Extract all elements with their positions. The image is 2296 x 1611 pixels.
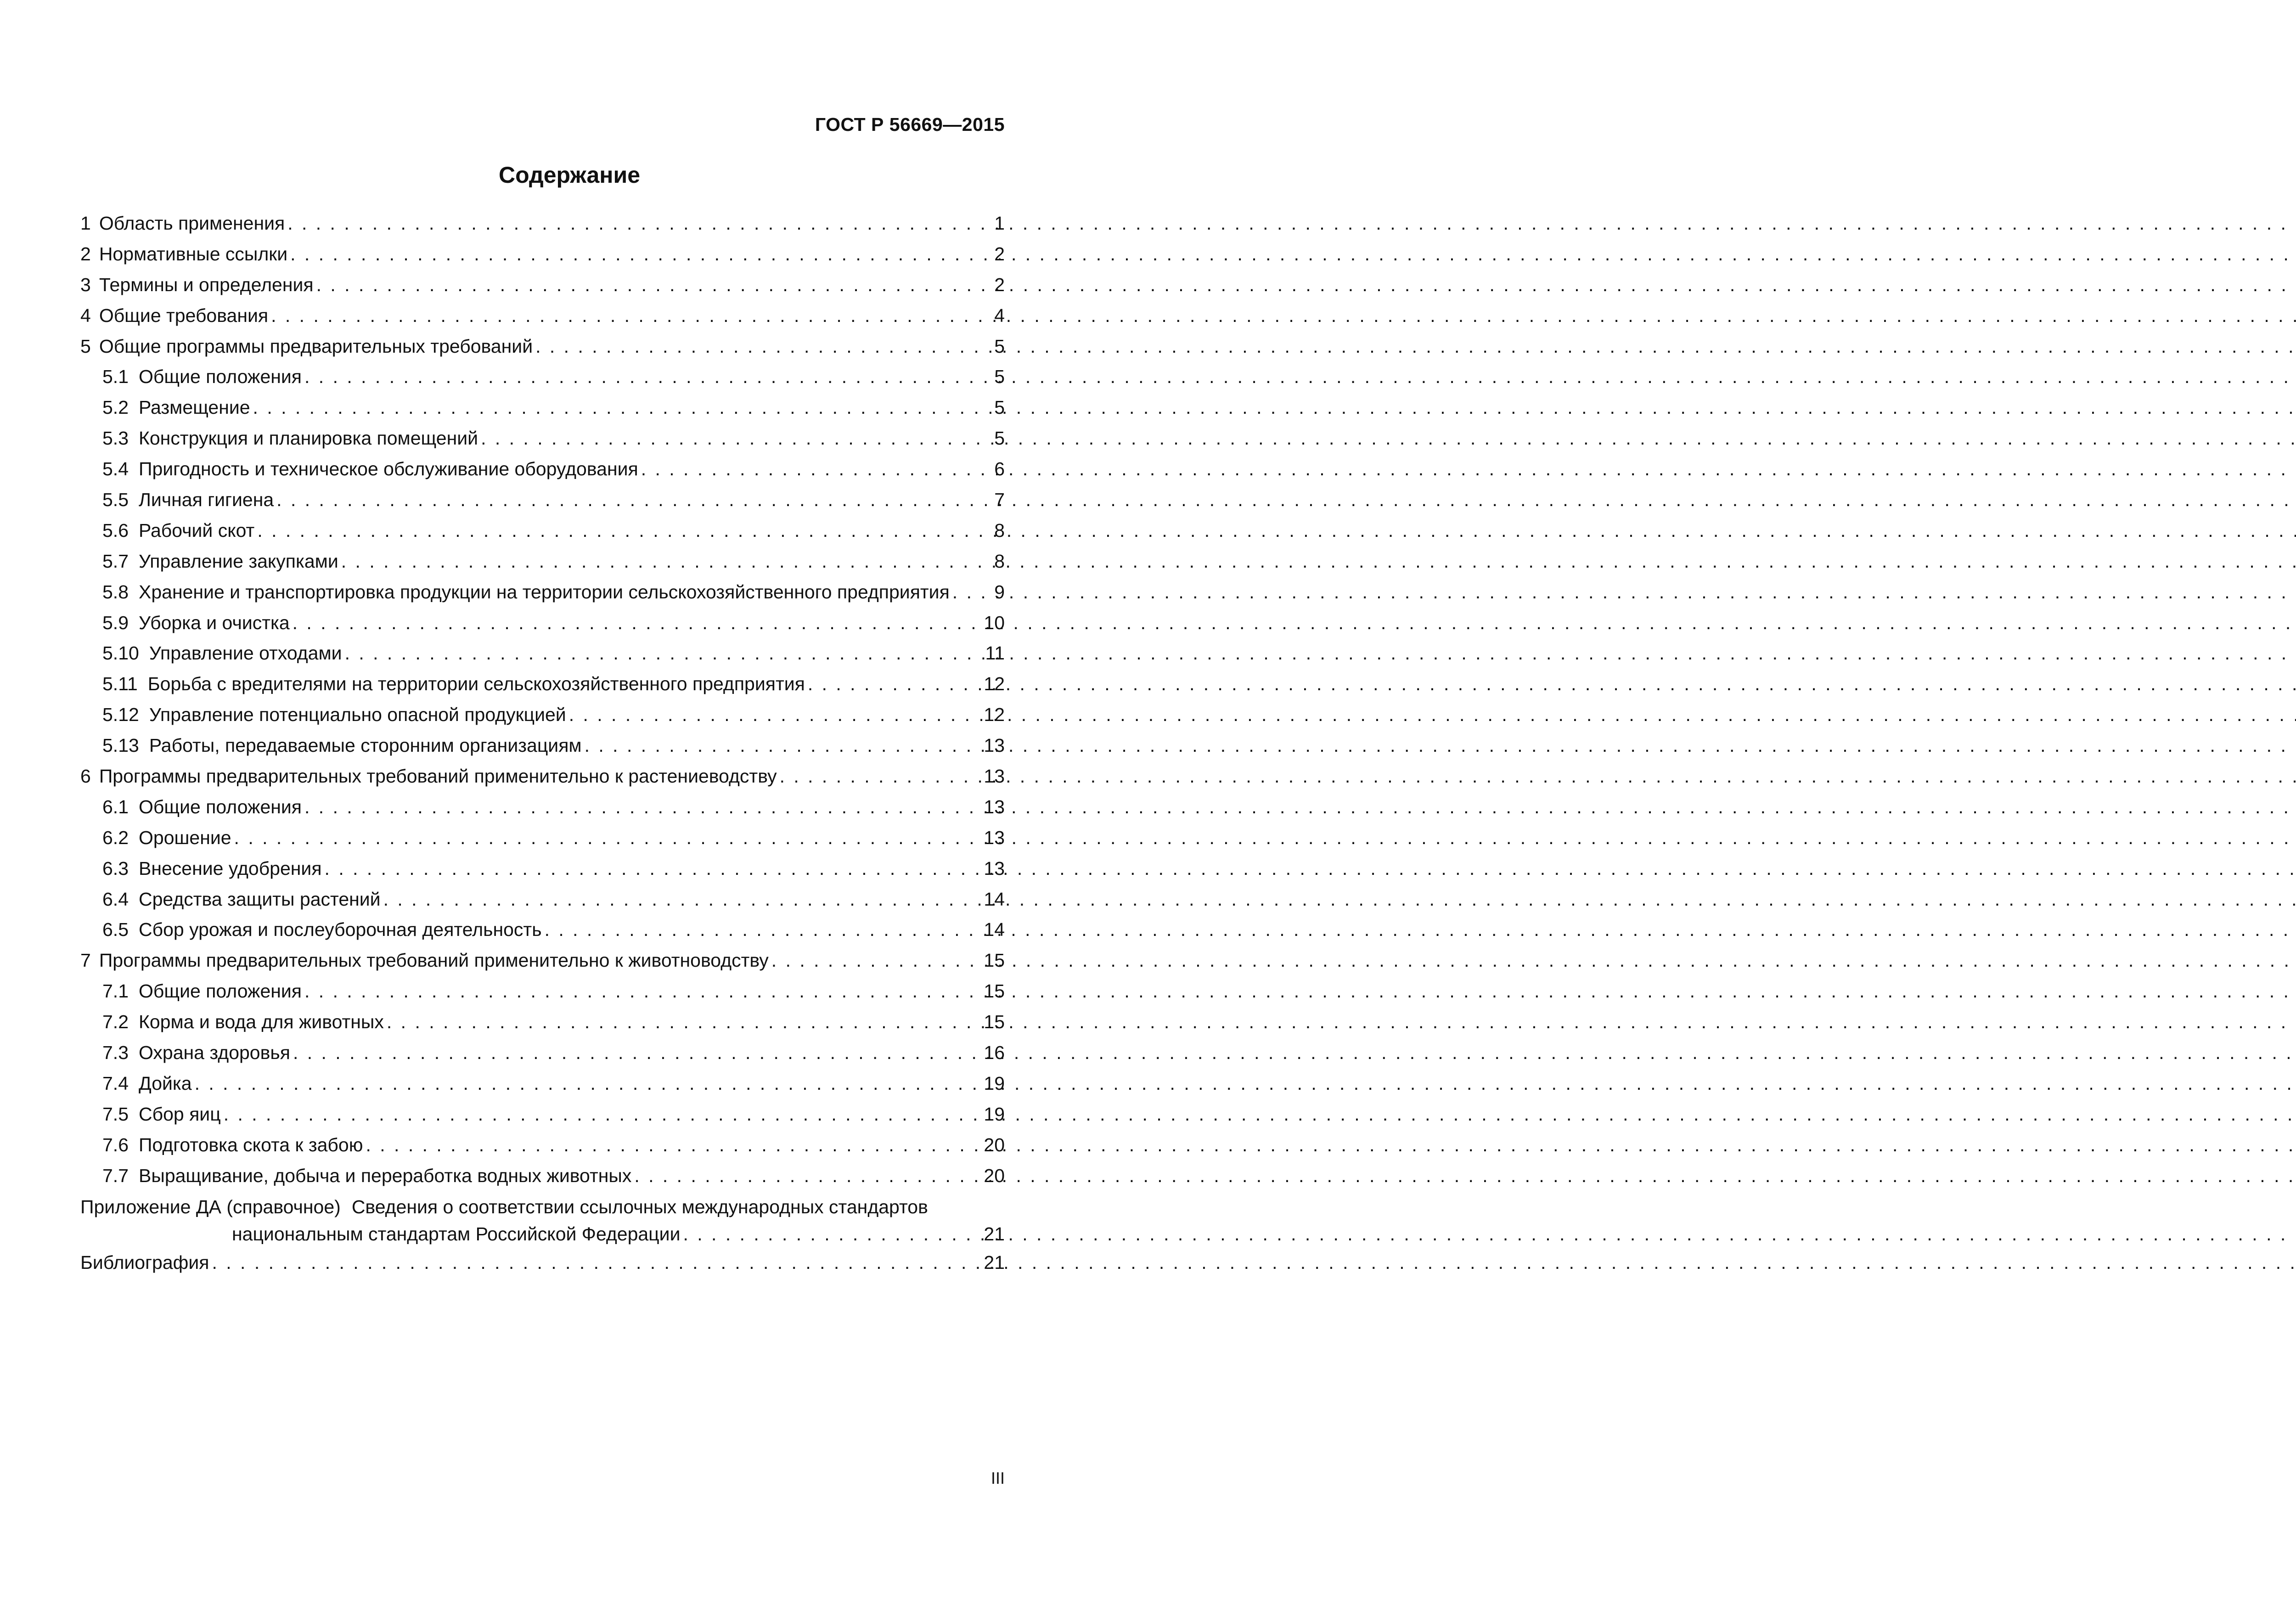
toc-entry-label: Борьба с вредителями на территории сельскохозяйственного предприятия [147, 673, 805, 695]
toc-entry-label: Сбор яиц [139, 1103, 221, 1125]
toc-subsection-entry[interactable] [80, 361, 1005, 392]
toc-section-entry[interactable] [80, 300, 1005, 331]
toc-entry-label: Охрана здоровья [139, 1042, 290, 1064]
toc-entry-label: Работы, передаваемые сторонним организациям [149, 735, 582, 756]
toc-subsection-entry[interactable] [80, 1068, 1005, 1099]
toc-entry-number: 6.2 [102, 827, 129, 848]
toc-annex-entry[interactable] [80, 1193, 1005, 1247]
toc-entry-number: 5.3 [102, 428, 129, 449]
toc-entry-number: 7.5 [102, 1103, 129, 1125]
toc-subsection-entry[interactable] [80, 976, 1005, 1007]
toc-entry-page: 13 [984, 827, 1005, 848]
toc-entry-page: 8 [994, 550, 1005, 572]
leader-dots [535, 331, 988, 362]
toc-entry-number: 5.12 [102, 704, 139, 726]
toc-entry-label: Общие требования [99, 304, 269, 326]
toc-entry-label: Средства защиты растений [139, 888, 381, 910]
leader-dots [304, 976, 981, 1007]
toc-entry-page: 14 [984, 888, 1005, 910]
toc-entry-number: 6.1 [102, 796, 129, 817]
toc-entry-page: 5 [994, 335, 1005, 357]
toc-entry-number: 5.11 [102, 673, 138, 695]
toc-entry-label: Управление отходами [149, 642, 342, 664]
toc-entry-page: 7 [994, 489, 1005, 511]
toc-subsection-entry[interactable] [80, 392, 1005, 423]
toc-entry-number: 7.4 [102, 1072, 129, 1094]
toc-entry-page: 13 [984, 735, 1005, 756]
leader-dots [325, 853, 981, 884]
toc-entry-page: 13 [984, 796, 1005, 817]
toc-entry-label: Конструкция и планировка помещений [139, 428, 478, 449]
toc-subsection-entry[interactable] [80, 546, 1005, 577]
toc-subsection-entry[interactable] [80, 1099, 1005, 1130]
toc-subsection-entry[interactable] [80, 423, 1005, 454]
table-of-contents [80, 208, 1005, 1278]
leader-dots [545, 914, 981, 945]
toc-entry-number: 5.6 [102, 519, 129, 541]
toc-subsection-entry[interactable] [80, 1007, 1005, 1037]
toc-entry-number: 7.2 [102, 1011, 129, 1033]
toc-entry-label: Дойка [139, 1072, 192, 1094]
toc-section-entry[interactable] [80, 331, 1005, 362]
toc-entry-label: Внесение удобрения [139, 857, 322, 879]
toc-entry-number: 5 [80, 335, 91, 357]
leader-dots [366, 1130, 981, 1160]
leader-dots [771, 945, 981, 976]
toc-section-entry[interactable] [80, 270, 1005, 300]
leader-dots [224, 1099, 981, 1130]
leader-dots [293, 608, 981, 638]
toc-subsection-entry[interactable] [80, 454, 1005, 484]
toc-entry-number: 5.10 [102, 642, 139, 664]
toc-entry-page: 15 [984, 980, 1005, 1002]
toc-entry-page: 19 [984, 1103, 1005, 1125]
annex-title-line2: национальным стандартам Российской Федерации [232, 1223, 681, 1245]
leader-dots [641, 454, 988, 484]
toc-subsection-entry[interactable] [80, 669, 1005, 699]
toc-entry-number: 6.4 [102, 888, 129, 910]
toc-entry-page: 5 [994, 397, 1005, 418]
toc-entry-page: 20 [984, 1165, 1005, 1186]
toc-subsection-entry[interactable] [80, 515, 1005, 546]
toc-entry-label: Уборка и очистка [139, 612, 290, 633]
leader-dots [293, 1037, 981, 1068]
toc-subsection-entry[interactable] [80, 853, 1005, 884]
toc-entry-page: 15 [984, 950, 1005, 971]
toc-entry-label: Управление закупками [139, 550, 338, 572]
leader-dots [234, 822, 981, 853]
toc-subsection-entry[interactable] [80, 1130, 1005, 1160]
toc-entry-label: Подготовка скота к забою [139, 1134, 363, 1155]
toc-entry-page: 19 [984, 1072, 1005, 1094]
leader-dots [952, 577, 988, 608]
toc-entry-page: 15 [984, 1011, 1005, 1033]
bibliography-page: 21 [984, 1251, 1005, 1273]
leader-dots [212, 1247, 981, 1278]
toc-entry-page: 9 [994, 581, 1005, 603]
leader-dots [780, 761, 981, 792]
leader-dots [287, 208, 988, 239]
toc-entry-number: 5.9 [102, 612, 129, 633]
annex-title-line1: Сведения о соответствии ссылочных международных стандартов [351, 1196, 928, 1217]
toc-entry-number: 7 [80, 950, 91, 971]
toc-entry-label: Программы предварительных требований применительно к растениеводству [99, 766, 777, 787]
toc-entry-label: Общие программы предварительных требований [99, 335, 533, 357]
toc-subsection-entry[interactable] [80, 484, 1005, 515]
leader-dots [387, 1007, 981, 1037]
toc-entry-label: Область применения [99, 213, 285, 234]
toc-section-entry[interactable] [80, 945, 1005, 976]
toc-entry-label: Пригодность и техническое обслуживание оборудования [139, 458, 638, 480]
toc-subsection-entry[interactable] [80, 914, 1005, 945]
leader-dots [271, 300, 988, 331]
toc-entry-label: Орошение [139, 827, 231, 848]
toc-entry-number: 7.6 [102, 1134, 129, 1155]
leader-dots [290, 239, 988, 270]
toc-entry-number: 5.5 [102, 489, 129, 511]
toc-entry-label: Размещение [139, 397, 250, 418]
toc-entry-number: 6.5 [102, 919, 129, 941]
toc-entry-label: Личная гигиена [139, 489, 274, 511]
toc-entry-label: Общие положения [139, 796, 302, 817]
leader-dots [634, 1160, 981, 1191]
leader-dots [345, 638, 983, 669]
toc-entry-page: 20 [984, 1134, 1005, 1155]
toc-entry-label: Корма и вода для животных [139, 1011, 384, 1033]
toc-entry-number: 3 [80, 274, 91, 295]
toc-entry-page: 11 [985, 642, 1005, 664]
toc-entry-number: 4 [80, 304, 91, 326]
toc-entry-page: 10 [984, 612, 1005, 633]
toc-entry-page: 2 [994, 243, 1005, 265]
toc-subsection-entry[interactable] [80, 730, 1005, 761]
toc-entry-page: 6 [994, 458, 1005, 480]
toc-entry-page: 13 [984, 766, 1005, 787]
toc-entry-label: Общие положения [139, 980, 302, 1002]
annex-page: 21 [984, 1223, 1005, 1245]
toc-subsection-entry[interactable] [80, 577, 1005, 608]
toc-entry-page: 4 [994, 304, 1005, 326]
leader-dots [253, 392, 988, 423]
toc-entry-number: 7.1 [102, 980, 129, 1002]
toc-entry-number: 7.7 [102, 1165, 129, 1186]
toc-entry-label: Общие положения [139, 366, 302, 388]
leader-dots [383, 884, 981, 915]
leader-dots [683, 1221, 981, 1247]
toc-entry-page: 14 [984, 919, 1005, 941]
leader-dots [257, 515, 988, 546]
toc-entry-number: 5.4 [102, 458, 129, 480]
toc-entry-label: Выращивание, добыча и переработка водных животных [139, 1165, 632, 1186]
toc-entry-page: 16 [984, 1042, 1005, 1064]
bibliography-label: Библиография [80, 1251, 209, 1273]
toc-bibliography-entry[interactable] [80, 1247, 1005, 1278]
toc-entry-label: Термины и определения [99, 274, 314, 295]
toc-entry-page: 5 [994, 428, 1005, 449]
toc-section-entry[interactable] [80, 239, 1005, 270]
toc-entry-page: 12 [984, 704, 1005, 726]
toc-entry-number: 5.13 [102, 735, 139, 756]
toc-entry-page: 2 [994, 274, 1005, 295]
toc-entry-label: Рабочий скот [139, 519, 255, 541]
leader-dots [195, 1068, 981, 1099]
toc-entry-page: 8 [994, 519, 1005, 541]
toc-entry-label: Программы предварительных требований применительно к животноводству [99, 950, 769, 971]
leader-dots [304, 792, 981, 822]
toc-subsection-entry[interactable] [80, 792, 1005, 822]
toc-entry-page: 1 [994, 213, 1005, 234]
toc-entry-number: 6.3 [102, 857, 129, 879]
leader-dots [808, 669, 981, 699]
leader-dots [316, 270, 988, 300]
toc-section-entry[interactable] [80, 761, 1005, 792]
toc-entry-number: 1 [80, 213, 91, 234]
toc-entry-page: 5 [994, 366, 1005, 388]
toc-subsection-entry[interactable] [80, 608, 1005, 638]
leader-dots [304, 361, 988, 392]
leader-dots [341, 546, 988, 577]
toc-subsection-entry[interactable] [80, 822, 1005, 853]
leader-dots [276, 484, 988, 515]
toc-section-entry[interactable] [80, 208, 1005, 239]
toc-subsection-entry[interactable] [80, 638, 1005, 669]
page-title: Содержание [498, 162, 641, 188]
toc-entry-label: Управление потенциально опасной продукцией [149, 704, 566, 726]
toc-entry-page: 12 [984, 673, 1005, 695]
toc-entry-label: Хранение и транспортировка продукции на территории сельскохозяйственного предприятия [139, 581, 950, 603]
toc-entry-number: 5.2 [102, 397, 129, 418]
toc-entry-label: Сбор урожая и послеуборочная деятельность [139, 919, 542, 941]
toc-subsection-entry[interactable] [80, 1160, 1005, 1191]
document-code: ГОСТ Р 56669—2015 [815, 114, 1005, 135]
toc-subsection-entry[interactable] [80, 1037, 1005, 1068]
page-number: III [990, 1469, 1005, 1487]
toc-entry-number: 5.1 [102, 366, 129, 388]
leader-dots [481, 423, 988, 454]
leader-dots [569, 699, 981, 730]
toc-entry-label: Нормативные ссылки [99, 243, 288, 265]
toc-entry-number: 7.3 [102, 1042, 129, 1064]
annex-prefix: Приложение ДА (справочное) [80, 1196, 341, 1217]
toc-entry-number: 2 [80, 243, 91, 265]
toc-entry-number: 5.7 [102, 550, 129, 572]
toc-entry-number: 6 [80, 766, 91, 787]
toc-entry-number: 5.8 [102, 581, 129, 603]
toc-subsection-entry[interactable] [80, 884, 1005, 915]
toc-entry-page: 13 [984, 857, 1005, 879]
toc-subsection-entry[interactable] [80, 699, 1005, 730]
leader-dots [585, 730, 981, 761]
